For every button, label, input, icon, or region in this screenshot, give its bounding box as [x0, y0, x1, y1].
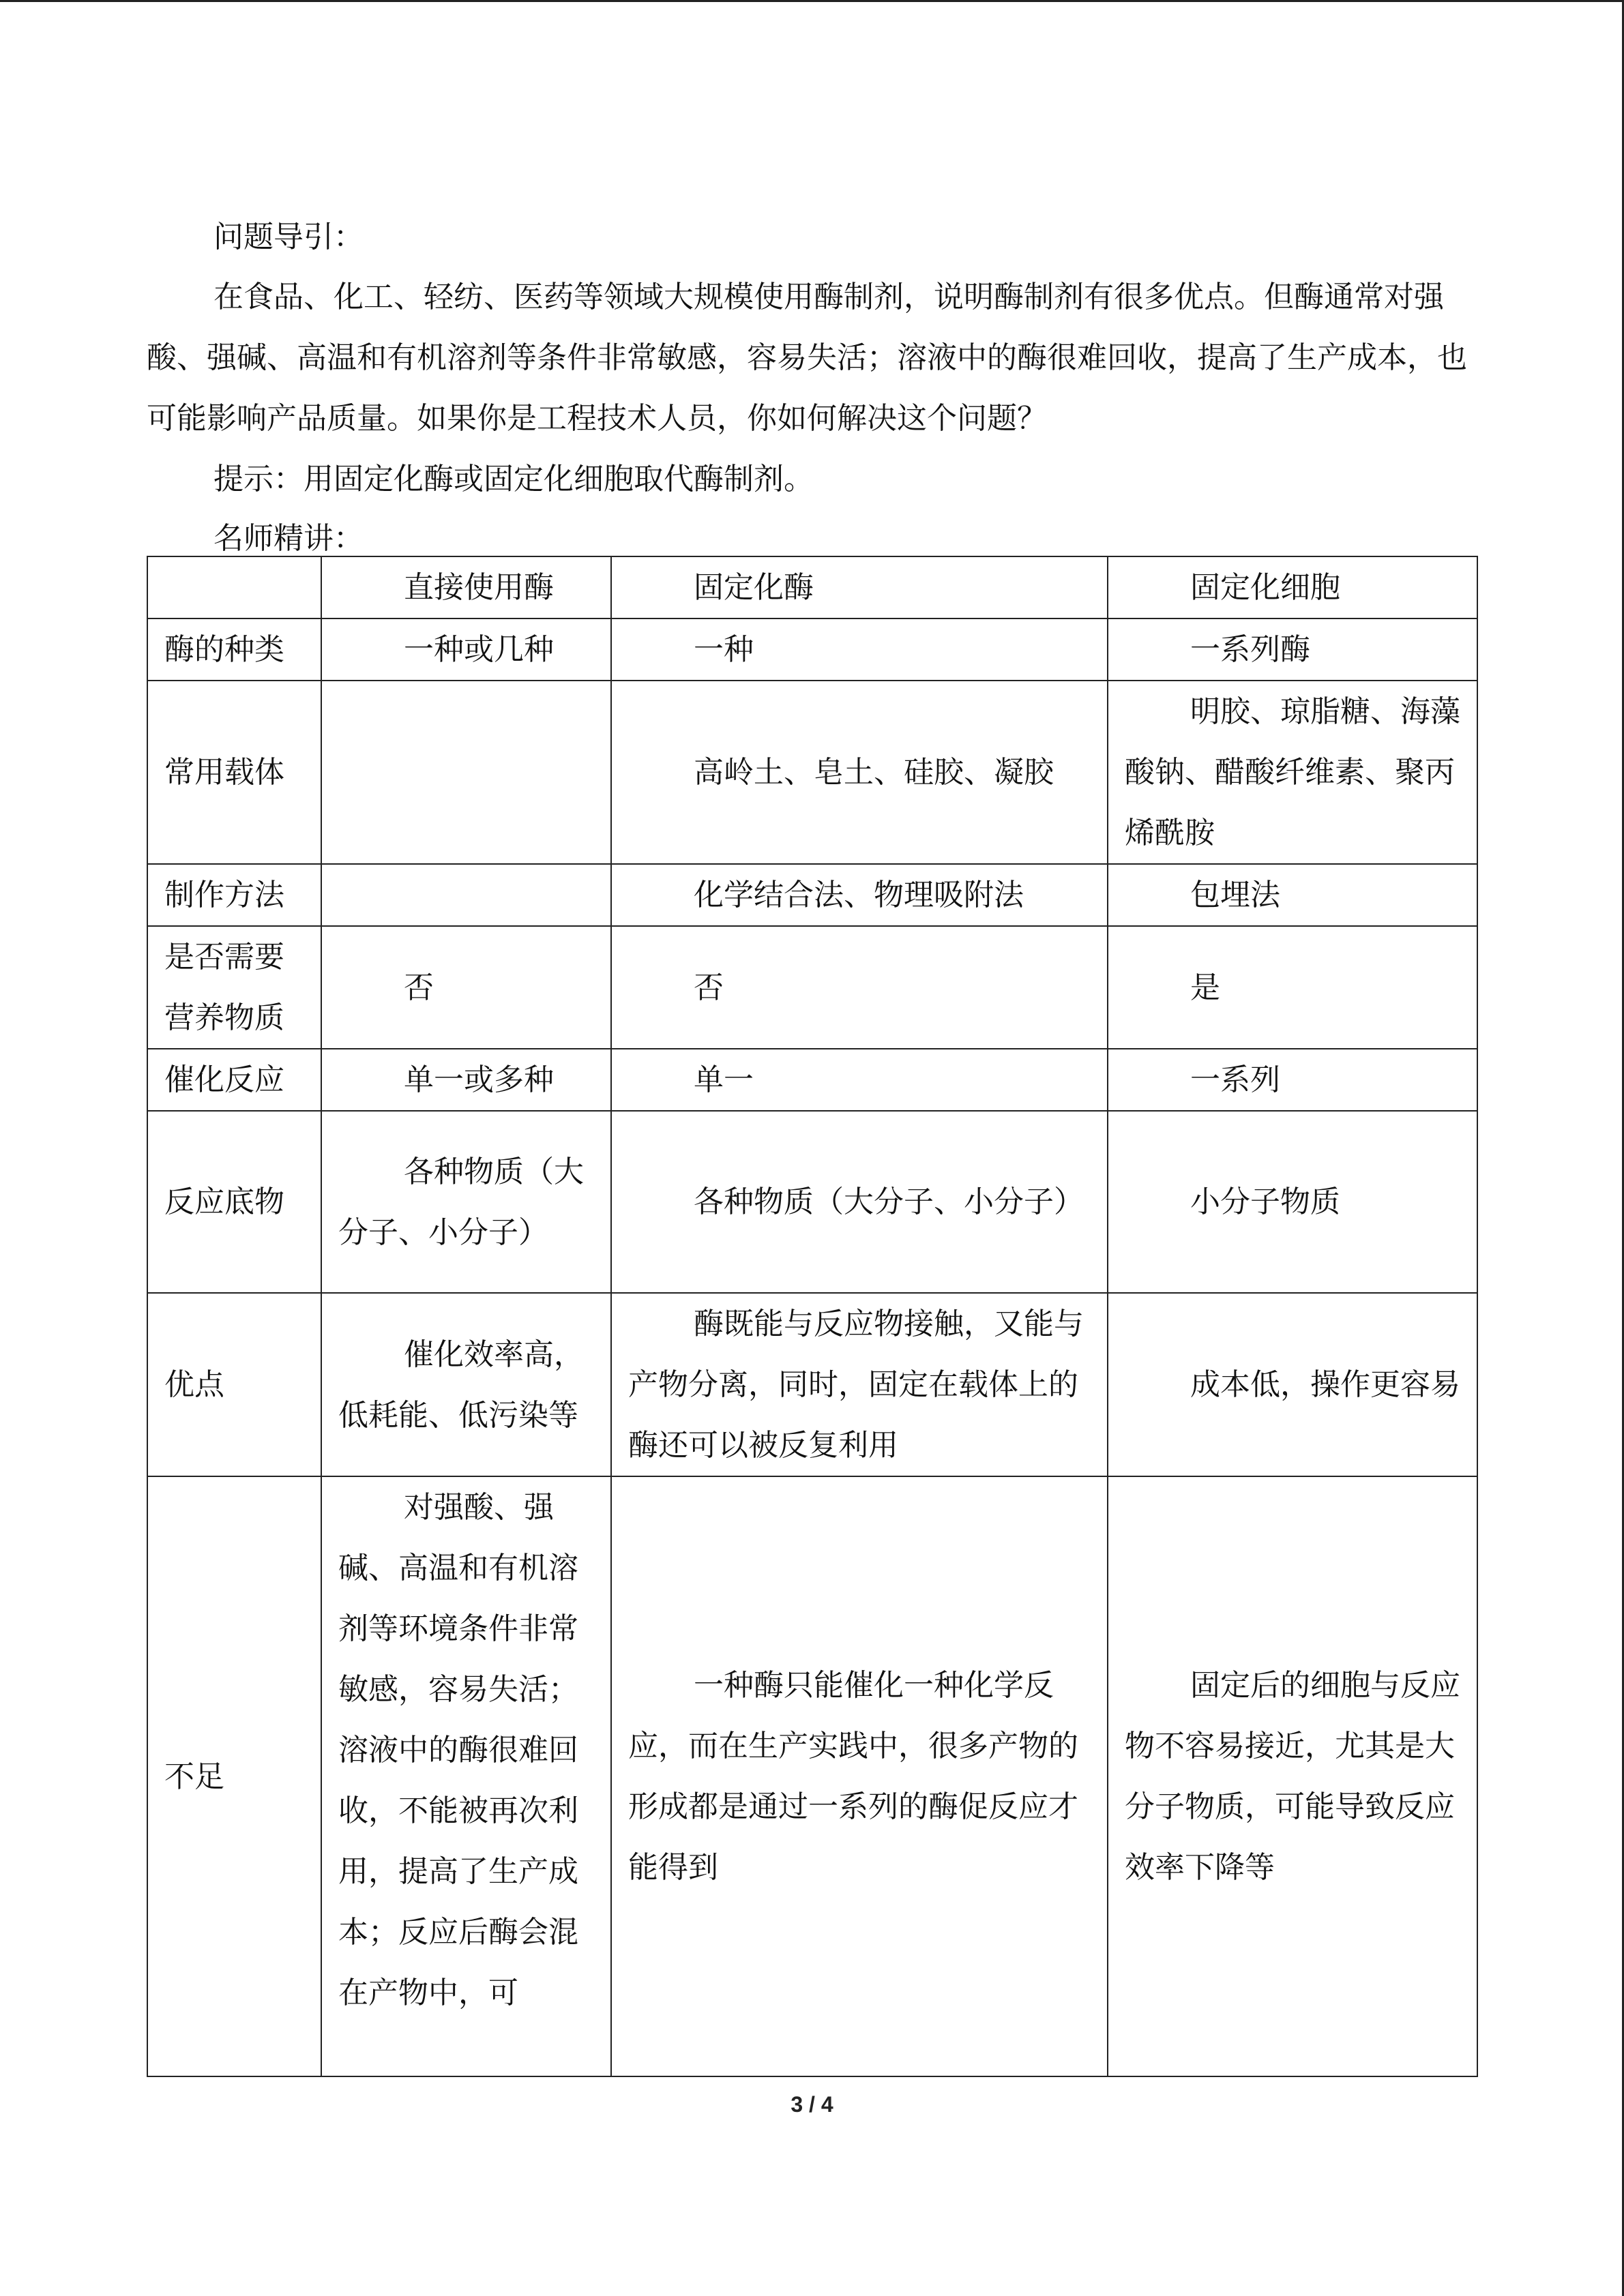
- cell-immobilized-cell: 成本低，操作更容易: [1108, 1293, 1477, 1476]
- cell-direct: 对强酸、强碱、高温和有机溶剂等环境条件非常敏感，容易失活；溶液中的酶很难回收，不能被再次利用，提高了生产成本；反应后酶会混在产物中，可: [321, 1476, 611, 2076]
- cell-immobilized-enzyme: 化学结合法、物理吸附法: [611, 864, 1108, 926]
- header-cell-empty: [147, 556, 321, 618]
- cell-immobilized-cell: 固定后的细胞与反应物不容易接近，尤其是大分子物质，可能导致反应效率下降等: [1108, 1476, 1477, 2076]
- guide-body: 在食品、化工、轻纺、医药等领域大规模使用酶制剂，说明酶制剂有很多优点。但酶通常对强酸、强碱、高温和有机溶剂等条件非常敏感，容易失活；溶液中的酶很难回收，提高了生产成本，也可能影响产品质量。如果你是工程技术人员，你如何解决这个问题？: [147, 280, 1467, 436]
- table-row: [147, 864, 1477, 926]
- cell-immobilized-enzyme: 单一: [611, 1049, 1108, 1111]
- cell-direct: 单一或多种: [321, 1049, 611, 1111]
- cell-immobilized-enzyme: 一种酶只能催化一种化学反应，而在生产实践中，很多产物的形成都是通过一系列的酶促反应才能得到: [611, 1476, 1108, 2076]
- page-number: 3 / 4: [791, 2092, 833, 2117]
- table-row: [147, 681, 1477, 864]
- cell-immobilized-enzyme: 高岭土、皂土、硅胶、凝胶: [611, 681, 1108, 864]
- cell-direct: 否: [321, 926, 611, 1049]
- row-label: 催化反应: [147, 1049, 321, 1111]
- table-row: [147, 926, 1477, 1049]
- header-cell-immobilized-cell: 固定化细胞: [1108, 556, 1477, 618]
- header-cell-direct: 直接使用酶: [321, 556, 611, 618]
- header-cell-immobilized-enzyme: 固定化酶: [611, 556, 1108, 618]
- cell-immobilized-cell: 明胶、琼脂糖、海藻酸钠、醋酸纤维素、聚丙烯酰胺: [1108, 681, 1477, 864]
- row-label: 不足: [147, 1476, 321, 2076]
- guide-hint: 提示：用固定化酶或固定化细胞取代酶制剂。: [213, 462, 814, 496]
- table-row: [147, 1049, 1477, 1111]
- cell-direct: [321, 864, 611, 926]
- table-row: [147, 1293, 1477, 1476]
- teacher-explanation-heading: 名师精讲：: [213, 521, 364, 556]
- row-label: 优点: [147, 1293, 321, 1476]
- cell-immobilized-cell: 一系列: [1108, 1049, 1477, 1111]
- cell-direct: 一种或几种: [321, 618, 611, 681]
- row-label: 常用载体: [147, 681, 321, 864]
- table-header-row: [147, 556, 1477, 618]
- row-label: 酶的种类: [147, 618, 321, 681]
- cell-immobilized-cell: 小分子物质: [1108, 1111, 1477, 1293]
- cell-immobilized-cell: 一系列酶: [1108, 618, 1477, 681]
- cell-immobilized-cell: 是: [1108, 926, 1477, 1049]
- page-top-border: [0, 0, 1624, 2]
- cell-immobilized-enzyme: 一种: [611, 618, 1108, 681]
- cell-immobilized-enzyme: 酶既能与反应物接触，又能与产物分离，同时，固定在载体上的酶还可以被反复利用: [611, 1293, 1108, 1476]
- cell-direct: 各种物质（大分子、小分子）: [321, 1111, 611, 1293]
- cell-immobilized-cell: 包埋法: [1108, 864, 1477, 926]
- table-row: [147, 1476, 1477, 2076]
- cell-immobilized-enzyme: 各种物质（大分子、小分子）: [611, 1111, 1108, 1293]
- row-label: 反应底物: [147, 1111, 321, 1293]
- cell-direct: [321, 681, 611, 864]
- guide-heading: 问题导引：: [213, 220, 364, 254]
- row-label: 是否需要营养物质: [147, 926, 321, 1049]
- cell-direct: 催化效率高，低耗能、低污染等: [321, 1293, 611, 1476]
- table-row: [147, 618, 1477, 681]
- cell-immobilized-enzyme: 否: [611, 926, 1108, 1049]
- comparison-table: [147, 556, 1478, 2077]
- table-row: [147, 1111, 1477, 1293]
- row-label: 制作方法: [147, 864, 321, 926]
